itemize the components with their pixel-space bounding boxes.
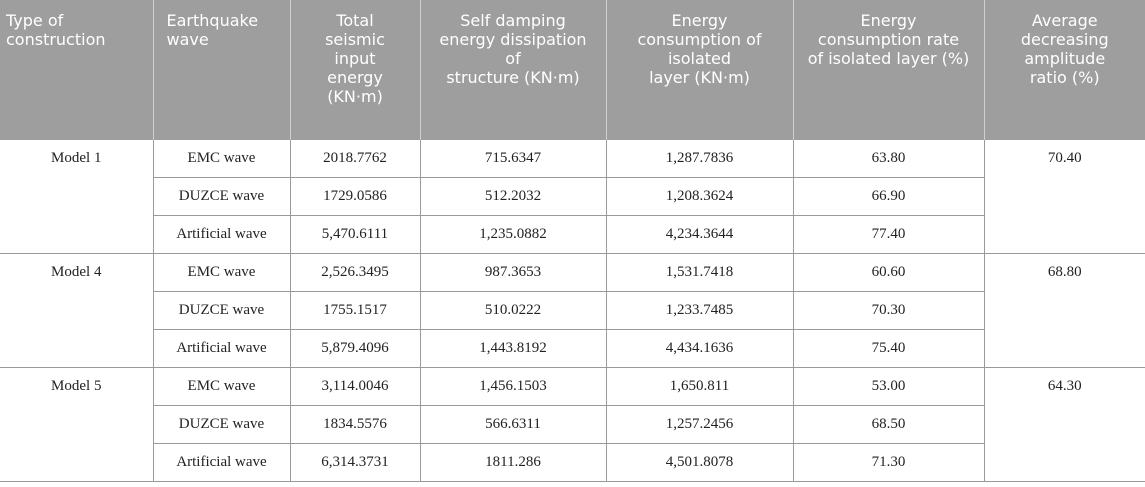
decreasing-ratio-header	[984, 0, 1145, 140]
header-line: Energy	[671, 11, 728, 30]
table-row	[0, 330, 1145, 368]
wave-cell: DUZCE wave	[153, 178, 290, 216]
consumption-rate-cell: 63.80	[793, 140, 984, 178]
wave-cell: EMC wave	[153, 140, 290, 178]
consumption-rate-cell: 68.50	[793, 406, 984, 444]
table-row	[0, 368, 1145, 406]
header-line: of isolated layer (%)	[807, 49, 970, 68]
model-cell: Model 1	[0, 140, 153, 254]
consumption-rate-cell: 75.40	[793, 330, 984, 368]
model-cell: Model 4	[0, 254, 153, 368]
table-row	[0, 140, 1145, 178]
wave-cell: DUZCE wave	[153, 406, 290, 444]
decreasing-ratio-cell: 68.80	[984, 254, 1145, 368]
header-line: ratio (%)	[1029, 68, 1100, 87]
header-line: decreasing	[1020, 30, 1109, 49]
header-line: isolated	[667, 49, 732, 68]
table-row	[0, 216, 1145, 254]
isolated-energy-cell: 1,208.3624	[606, 178, 793, 216]
self-damping-cell: 510.0222	[420, 292, 606, 330]
model-cell: Model 5	[0, 368, 153, 482]
total-energy-cell: 6,314.3731	[290, 444, 420, 482]
header-line: energy	[327, 68, 383, 87]
header-line: (KN·m)	[327, 87, 383, 106]
header-line: seismic	[325, 30, 385, 49]
consumption-rate-cell: 77.40	[793, 216, 984, 254]
earthquake-wave-header	[153, 0, 290, 140]
decreasing-ratio-cell: 64.30	[984, 368, 1145, 482]
wave-cell: Artificial wave	[153, 330, 290, 368]
wave-cell: DUZCE wave	[153, 292, 290, 330]
header-line: amplitude	[1024, 49, 1106, 68]
total-energy-cell: 1729.0586	[290, 178, 420, 216]
header-row	[0, 0, 1145, 140]
self-damping-cell: 566.6311	[420, 406, 606, 444]
isolated-energy-cell: 1,233.7485	[606, 292, 793, 330]
table-row	[0, 178, 1145, 216]
wave-cell: Artificial wave	[153, 444, 290, 482]
isolated-energy-cell: 1,287.7836	[606, 140, 793, 178]
table-row	[0, 292, 1145, 330]
isolated-energy-cell: 1,650.811	[606, 368, 793, 406]
wave-cell: Artificial wave	[153, 216, 290, 254]
self-damping-cell: 1,443.8192	[420, 330, 606, 368]
isolated-energy-cell: 1,257.2456	[606, 406, 793, 444]
consumption-rate-cell: 66.90	[793, 178, 984, 216]
total-energy-cell: 1755.1517	[290, 292, 420, 330]
header-line: wave	[166, 30, 209, 49]
header-line: Energy	[860, 11, 917, 30]
header-line: input	[334, 49, 376, 68]
construction-type-header	[0, 0, 153, 140]
consumption-rate-cell: 53.00	[793, 368, 984, 406]
isolated-energy-cell: 1,531.7418	[606, 254, 793, 292]
header-line: Earthquake	[166, 11, 259, 30]
header-line: consumption of	[637, 30, 762, 49]
total-energy-cell: 1834.5576	[290, 406, 420, 444]
total-energy-cell: 5,879.4096	[290, 330, 420, 368]
table-header	[0, 0, 1145, 140]
header-line: construction	[6, 30, 106, 49]
consumption-rate-cell: 70.30	[793, 292, 984, 330]
consumption-rate-header	[793, 0, 984, 140]
total-energy-cell: 3,114.0046	[290, 368, 420, 406]
total-energy-cell: 5,470.6111	[290, 216, 420, 254]
header-line: Average	[1031, 11, 1098, 30]
table-row	[0, 406, 1145, 444]
decreasing-ratio-cell: 70.40	[984, 140, 1145, 254]
self-damping-cell: 1,235.0882	[420, 216, 606, 254]
wave-cell: EMC wave	[153, 254, 290, 292]
isolated-energy-cell: 4,501.8078	[606, 444, 793, 482]
header-line: Total	[336, 11, 374, 30]
self-damping-cell: 1,456.1503	[420, 368, 606, 406]
header-line: of	[505, 49, 521, 68]
consumption-rate-cell: 71.30	[793, 444, 984, 482]
self-damping-cell: 715.6347	[420, 140, 606, 178]
header-line: Self damping	[460, 11, 566, 30]
isolated-energy-cell: 4,234.3644	[606, 216, 793, 254]
self-damping-cell: 512.2032	[420, 178, 606, 216]
total-input-energy-header	[290, 0, 420, 140]
table-body	[0, 140, 1145, 482]
total-energy-cell: 2018.7762	[290, 140, 420, 178]
self-damping-header	[420, 0, 606, 140]
total-energy-cell: 2,526.3495	[290, 254, 420, 292]
isolated-layer-energy-header	[606, 0, 793, 140]
isolated-energy-cell: 4,434.1636	[606, 330, 793, 368]
header-line: consumption rate	[817, 30, 960, 49]
self-damping-cell: 1811.286	[420, 444, 606, 482]
wave-cell: EMC wave	[153, 368, 290, 406]
header-line: Type of	[6, 11, 64, 30]
consumption-rate-cell: 60.60	[793, 254, 984, 292]
self-damping-cell: 987.3653	[420, 254, 606, 292]
table-row	[0, 444, 1145, 482]
header-line: structure (KN·m)	[446, 68, 580, 87]
table-row	[0, 254, 1145, 292]
header-line: layer (KN·m)	[649, 68, 750, 87]
header-line: energy dissipation	[439, 30, 587, 49]
